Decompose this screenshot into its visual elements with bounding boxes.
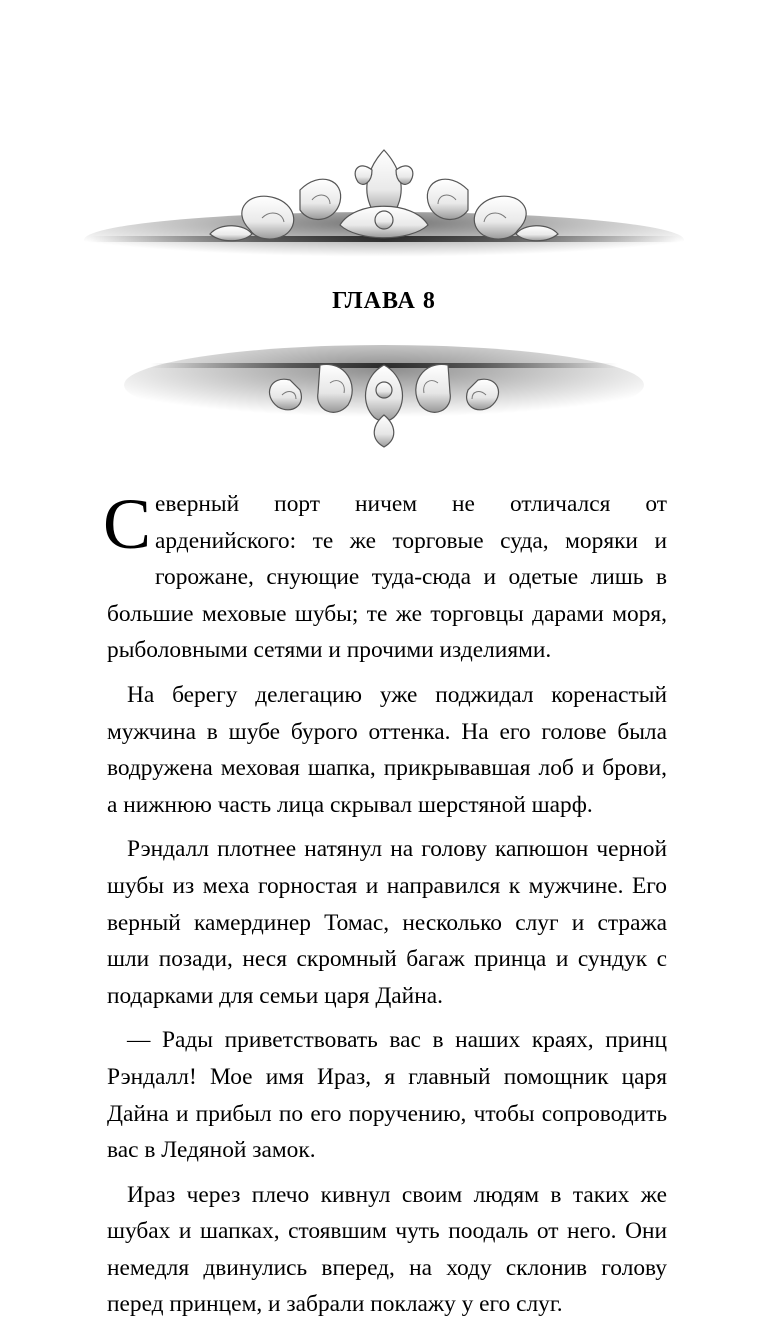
bottom-flourish-ornament (0, 335, 768, 455)
paragraph-1 (103, 484, 667, 669)
chapter-title: ГЛАВА 8 (332, 288, 436, 314)
paragraph-3: Рэндалл плотнее натянул на голову капюшон черной шубы из меха горностая и направился к мужчине. Его верный камердинер Томас, несколько слуг и стража шли позади, неся скромный багаж принца и сундук с подарками для семьи царя Дайна. (107, 836, 667, 1009)
chapter-body (103, 484, 667, 1323)
paragraph-4-dialogue: — Рады приветствовать вас в наших краях, принц Рэндалл! Мое имя Ираз, я главный помощник царя Дайна и прибыл по его поручению, чтобы сопроводить вас в Ледяной замок. (107, 1027, 667, 1164)
paragraph-2: На берегу делегацию уже поджидал коренастый мужчина в шубе бурого оттенка. На его голове была водружена меховая шапка, прикрывавшая лоб и брови, а нижнюю часть лица скрывал шерстяной шарф. (107, 681, 667, 818)
paragraph-5: Ираз через плечо кивнул своим людям в таких же шубах и шапках, стоявшим чуть поодаль от него. Они немедля двинулись вперед, на ходу склонив голову перед принцем, и забрали поклажу у его слуг. (107, 1181, 667, 1318)
top-flourish-ornament (0, 130, 768, 260)
paragraph-1-text: еверный порт ничем не отличался от арденийского: те же торговые суда, моряки и горожане, снующие туда-сюда и одетые лишь в большие меховые шубы; те же торговцы дарами моря, рыболовными сетями и прочими изделиями. (107, 491, 667, 664)
drop-cap: С (103, 484, 152, 564)
